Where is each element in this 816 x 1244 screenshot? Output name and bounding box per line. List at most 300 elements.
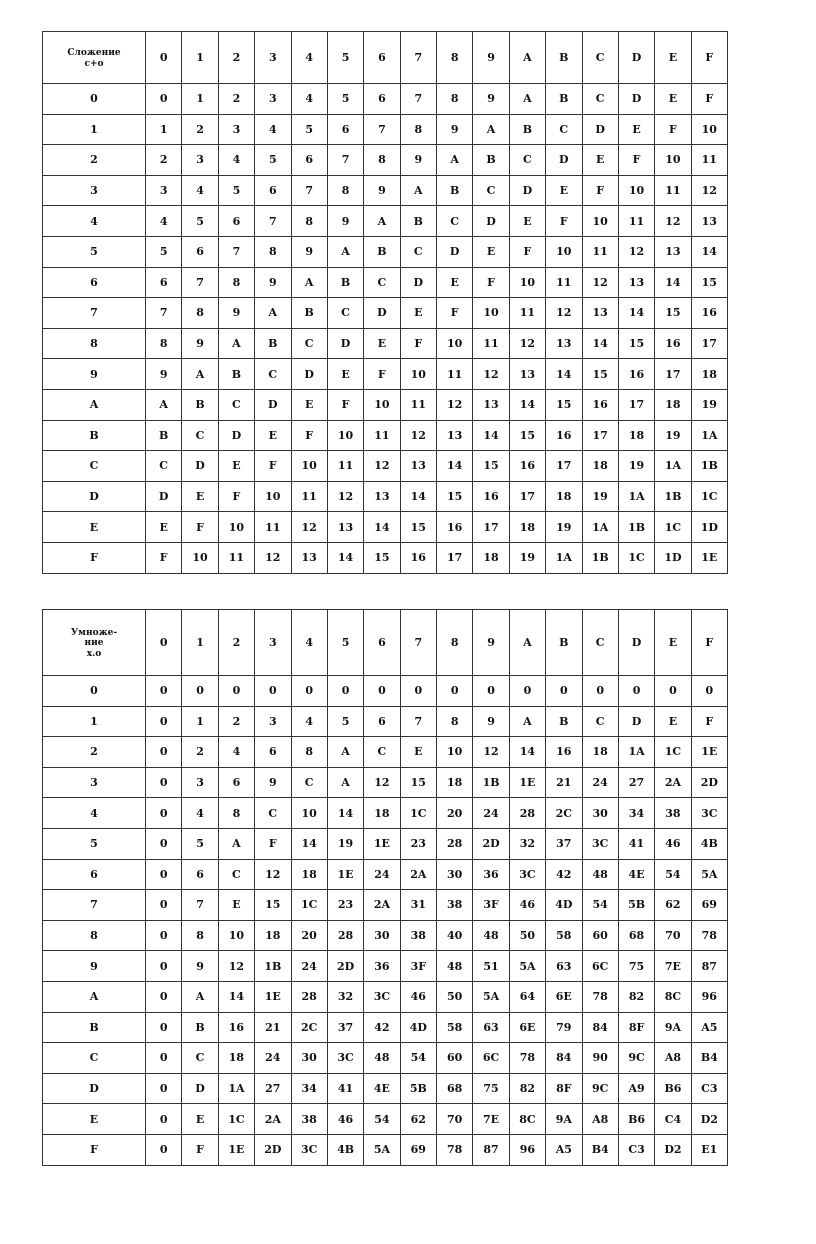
table-cell: 8 [437,84,473,115]
table-cell: 14 [437,451,473,482]
table-cell: 9C [618,1043,654,1074]
row-header: 0 [43,84,146,115]
table-cell: 7 [400,706,436,737]
table-cell: 2 [182,114,218,145]
table-cell: 19 [546,512,582,543]
table-cell: 12 [255,542,291,573]
table-cell: 19 [509,542,545,573]
header-row [43,32,728,84]
table-cell: F [364,359,400,390]
row-header: 2 [43,737,146,768]
table-cell: 0 [691,676,727,707]
table-cell: 7 [291,175,327,206]
table-cell: 8 [291,737,327,768]
column-header: 5 [327,32,363,84]
table-cell: 11 [509,298,545,329]
table-cell: 10 [691,114,727,145]
table-cell: 1E [364,828,400,859]
table-cell: 3 [146,175,182,206]
table-cell: E [182,481,218,512]
table-cell: 13 [691,206,727,237]
column-header: 4 [291,32,327,84]
table-cell: 1 [182,84,218,115]
table-cell: 13 [291,542,327,573]
table-cell: C [582,706,618,737]
table-cell: 15 [582,359,618,390]
table-row [43,737,728,768]
column-header: 8 [437,32,473,84]
table-cell: 69 [400,1134,436,1165]
table-cell: 11 [618,206,654,237]
table-cell: 3C [291,1134,327,1165]
table-cell: 5 [146,236,182,267]
table-row [43,389,728,420]
table-cell: 9 [400,145,436,176]
table-cell: 6 [146,267,182,298]
table-cell: 3 [218,114,254,145]
table-cell: 11 [582,236,618,267]
table-cell: B4 [582,1134,618,1165]
row-header: E [43,1104,146,1135]
table-cell: 15 [509,420,545,451]
table-cell: 38 [437,890,473,921]
table-cell: 10 [546,236,582,267]
table-cell: 7 [218,236,254,267]
table-cell: 1B [655,481,691,512]
table-cell: A8 [582,1104,618,1135]
table-cell: 0 [218,676,254,707]
table-cell: 12 [618,236,654,267]
row-header: 3 [43,767,146,798]
column-header: E [655,610,691,676]
table-cell: 1C [655,737,691,768]
table-cell: 21 [546,767,582,798]
table-cell: 1E [327,859,363,890]
table-cell: B4 [691,1043,727,1074]
table-cell: 0 [146,706,182,737]
table-cell: 32 [509,828,545,859]
table-cell: 1C [691,481,727,512]
table-row [43,767,728,798]
row-header: 3 [43,175,146,206]
table-cell: 6 [255,175,291,206]
table-cell: 9 [255,267,291,298]
table-cell: D [291,359,327,390]
table-cell: A [291,267,327,298]
table-cell: 14 [327,542,363,573]
table-cell: 0 [146,859,182,890]
table-cell: C [327,298,363,329]
row-header: E [43,512,146,543]
table-cell: 9 [146,359,182,390]
table-cell: B [437,175,473,206]
row-header: 4 [43,798,146,829]
table-cell: 24 [582,767,618,798]
table-cell: B [218,359,254,390]
table-row [43,542,728,573]
table-cell: 0 [618,676,654,707]
table-cell: 9 [473,84,509,115]
table-cell: 2 [218,706,254,737]
table-cell: 12 [473,359,509,390]
table-cell: 18 [364,798,400,829]
table-cell: 14 [218,981,254,1012]
table-cell: 19 [655,420,691,451]
table-cell: 37 [546,828,582,859]
table-cell: 48 [437,951,473,982]
table-row [43,951,728,982]
table-cell: 14 [509,737,545,768]
column-header: 7 [400,32,436,84]
table-cell: 17 [473,512,509,543]
table-cell: 15 [691,267,727,298]
column-header: 0 [146,32,182,84]
table-cell: 28 [437,828,473,859]
table-cell: 31 [400,890,436,921]
table-cell: 5A [691,859,727,890]
table-cell: 78 [691,920,727,951]
table-cell: 5A [364,1134,400,1165]
table-cell: 7 [327,145,363,176]
table-cell: 4B [327,1134,363,1165]
table-cell: B [291,298,327,329]
table-cell: 7 [364,114,400,145]
table-cell: C [182,1043,218,1074]
table-cell: 10 [255,481,291,512]
table-cell: C [218,389,254,420]
table-cell: F [437,298,473,329]
table-cell: 0 [146,1012,182,1043]
table-cell: F [618,145,654,176]
table-cell: E [400,298,436,329]
table-cell: 1B [473,767,509,798]
table-cell: 2A [400,859,436,890]
table-cell: 18 [291,859,327,890]
table-cell: 20 [437,798,473,829]
table-cell: 15 [400,512,436,543]
table-cell: 15 [364,542,400,573]
table-cell: 16 [509,451,545,482]
table-cell: 1D [655,542,691,573]
table-cell: 3C [582,828,618,859]
table-cell: 10 [218,920,254,951]
table-cell: 1B [691,451,727,482]
table-cell: 0 [146,920,182,951]
table-cell: 4 [182,798,218,829]
table-cell: 7 [182,890,218,921]
table-cell: 0 [582,676,618,707]
table-cell: E [400,737,436,768]
table-cell: B6 [618,1104,654,1135]
table-cell: B [146,420,182,451]
table-cell: D [364,298,400,329]
table-cell: 16 [582,389,618,420]
table-cell: 2C [546,798,582,829]
table-cell: 46 [509,890,545,921]
table-cell: 11 [400,389,436,420]
table-cell: 38 [291,1104,327,1135]
table-cell: F [509,236,545,267]
table-cell: 0 [146,84,182,115]
row-header: A [43,981,146,1012]
table-row [43,175,728,206]
table-cell: B [546,84,582,115]
table-cell: 6E [509,1012,545,1043]
table-cell: 24 [473,798,509,829]
table-cell: 12 [255,859,291,890]
table-cell: 50 [509,920,545,951]
table-cell: 7E [655,951,691,982]
column-header: C [582,32,618,84]
table-cell: 68 [437,1073,473,1104]
row-header: C [43,451,146,482]
table-cell: 0 [291,676,327,707]
table-cell: C [291,767,327,798]
table-cell: 58 [437,1012,473,1043]
table-cell: D [182,451,218,482]
table-cell: A [146,389,182,420]
table-cell: 2D [255,1134,291,1165]
table-cell: 9C [582,1073,618,1104]
table-cell: C [473,175,509,206]
table-cell: 78 [582,981,618,1012]
table-cell: 18 [582,737,618,768]
table-cell: F [691,706,727,737]
table-cell: 15 [437,481,473,512]
row-header: F [43,542,146,573]
table-cell: 0 [146,951,182,982]
table-cell: 30 [582,798,618,829]
table-cell: 4D [400,1012,436,1043]
table-cell: 2A [655,767,691,798]
table-cell: 18 [655,389,691,420]
table-cell: 20 [291,920,327,951]
table-cell: 15 [255,890,291,921]
table-cell: 5B [400,1073,436,1104]
table-cell: 1C [218,1104,254,1135]
table-cell: 36 [364,951,400,982]
column-header: 7 [400,610,436,676]
table-cell: F [218,481,254,512]
table-cell: A [437,145,473,176]
addition-table-body [43,32,728,574]
table-cell: 38 [400,920,436,951]
row-header: 4 [43,206,146,237]
table-row [43,706,728,737]
table-row [43,420,728,451]
row-header: 1 [43,706,146,737]
table-cell: E [218,890,254,921]
table-cell: 0 [146,1104,182,1135]
table-cell: 12 [327,481,363,512]
table-cell: C [437,206,473,237]
table-cell: B [364,236,400,267]
table-cell: 17 [546,451,582,482]
table-cell: 6 [218,206,254,237]
table-cell: D [255,389,291,420]
table-cell: 6C [473,1043,509,1074]
table-cell: A [327,236,363,267]
table-cell: 18 [255,920,291,951]
table-cell: 48 [582,859,618,890]
table-cell: 62 [400,1104,436,1135]
table-row [43,981,728,1012]
table-row [43,890,728,921]
table-cell: 46 [655,828,691,859]
table-row [43,267,728,298]
table-cell: 54 [400,1043,436,1074]
addition-table [42,31,728,574]
row-header: B [43,420,146,451]
table-cell: 78 [437,1134,473,1165]
table-cell: B [255,328,291,359]
table-cell: 7 [400,84,436,115]
multiplication-table-body [43,610,728,1166]
table-cell: 8 [400,114,436,145]
row-header: 6 [43,267,146,298]
table-cell: 16 [546,420,582,451]
table-cell: C [291,328,327,359]
table-cell: 6 [291,145,327,176]
table-cell: A9 [618,1073,654,1104]
table-cell: E [146,512,182,543]
table-cell: 11 [291,481,327,512]
table-cell: 16 [546,737,582,768]
table-cell: C [218,859,254,890]
column-header: 5 [327,610,363,676]
table-cell: 75 [618,951,654,982]
table-cell: 79 [546,1012,582,1043]
table-cell: 1D [691,512,727,543]
table-cell: 0 [509,676,545,707]
table-cell: 3 [255,706,291,737]
table-cell: 6E [546,981,582,1012]
column-header: 4 [291,610,327,676]
table-cell: 23 [400,828,436,859]
table-cell: 1A [691,420,727,451]
row-header: D [43,481,146,512]
table-cell: 0 [400,676,436,707]
row-header: A [43,389,146,420]
table-cell: D [146,481,182,512]
table-cell: C [400,236,436,267]
table-cell: 30 [437,859,473,890]
table-cell: 0 [146,981,182,1012]
table-cell: 3C [364,981,400,1012]
table-cell: 40 [437,920,473,951]
table-cell: 0 [146,890,182,921]
row-header: 6 [43,859,146,890]
table-cell: 42 [546,859,582,890]
table-cell: 14 [509,389,545,420]
table-cell: F [182,1134,218,1165]
table-cell: 63 [473,1012,509,1043]
table-row [43,328,728,359]
table-cell: 0 [146,767,182,798]
table-row [43,798,728,829]
table-cell: 8 [255,236,291,267]
table-cell: 15 [473,451,509,482]
table-cell: 16 [691,298,727,329]
table-cell: 12 [655,206,691,237]
table-row [43,359,728,390]
table-cell: F [255,828,291,859]
table-cell: 1B [255,951,291,982]
table-cell: 4B [691,828,727,859]
table-cell: 17 [509,481,545,512]
table-cell: 24 [255,1043,291,1074]
table-cell: 9 [364,175,400,206]
table-cell: 30 [364,920,400,951]
table-cell: D [582,114,618,145]
table-cell: 1C [400,798,436,829]
table-cell: 9A [655,1012,691,1043]
table-cell: 14 [582,328,618,359]
table-cell: 15 [546,389,582,420]
row-header: 8 [43,920,146,951]
table-cell: 2C [291,1012,327,1043]
table-cell: 11 [327,451,363,482]
table-cell: 19 [691,389,727,420]
table-cell: 9 [327,206,363,237]
table-cell: 70 [655,920,691,951]
table-cell: F [327,389,363,420]
table-cell: 0 [182,676,218,707]
table-cell: 1E [509,767,545,798]
table-cell: C [255,359,291,390]
table-cell: 12 [218,951,254,982]
table-cell: 18 [437,767,473,798]
table-cell: 46 [327,1104,363,1135]
table-cell: 9 [218,298,254,329]
table-cell: A5 [691,1012,727,1043]
table-cell: 12 [364,451,400,482]
table-cell: 16 [218,1012,254,1043]
table-cell: 13 [473,389,509,420]
table-cell: 3 [255,84,291,115]
table-cell: 63 [546,951,582,982]
column-header: D [618,610,654,676]
table-cell: 21 [255,1012,291,1043]
table-cell: B [327,267,363,298]
table-cell: 82 [509,1073,545,1104]
table-cell: 13 [618,267,654,298]
table-cell: 3C [691,798,727,829]
table-cell: 6 [327,114,363,145]
table-cell: D [618,84,654,115]
table-cell: 84 [546,1043,582,1074]
column-header: 3 [255,32,291,84]
column-header: 1 [182,610,218,676]
table-cell: 4 [218,145,254,176]
table-cell: 10 [364,389,400,420]
table-cell: 9 [437,114,473,145]
table-cell: 28 [291,981,327,1012]
table-cell: 11 [691,145,727,176]
table-cell: 4 [146,206,182,237]
table-cell: A [182,981,218,1012]
table-cell: 1E [691,542,727,573]
table-cell: 6C [582,951,618,982]
table-cell: 10 [400,359,436,390]
table-cell: 12 [691,175,727,206]
table-cell: 17 [655,359,691,390]
table-cell: B [473,145,509,176]
table-cell: 8C [509,1104,545,1135]
table-cell: 1B [618,512,654,543]
column-header: B [546,32,582,84]
table-cell: A [400,175,436,206]
